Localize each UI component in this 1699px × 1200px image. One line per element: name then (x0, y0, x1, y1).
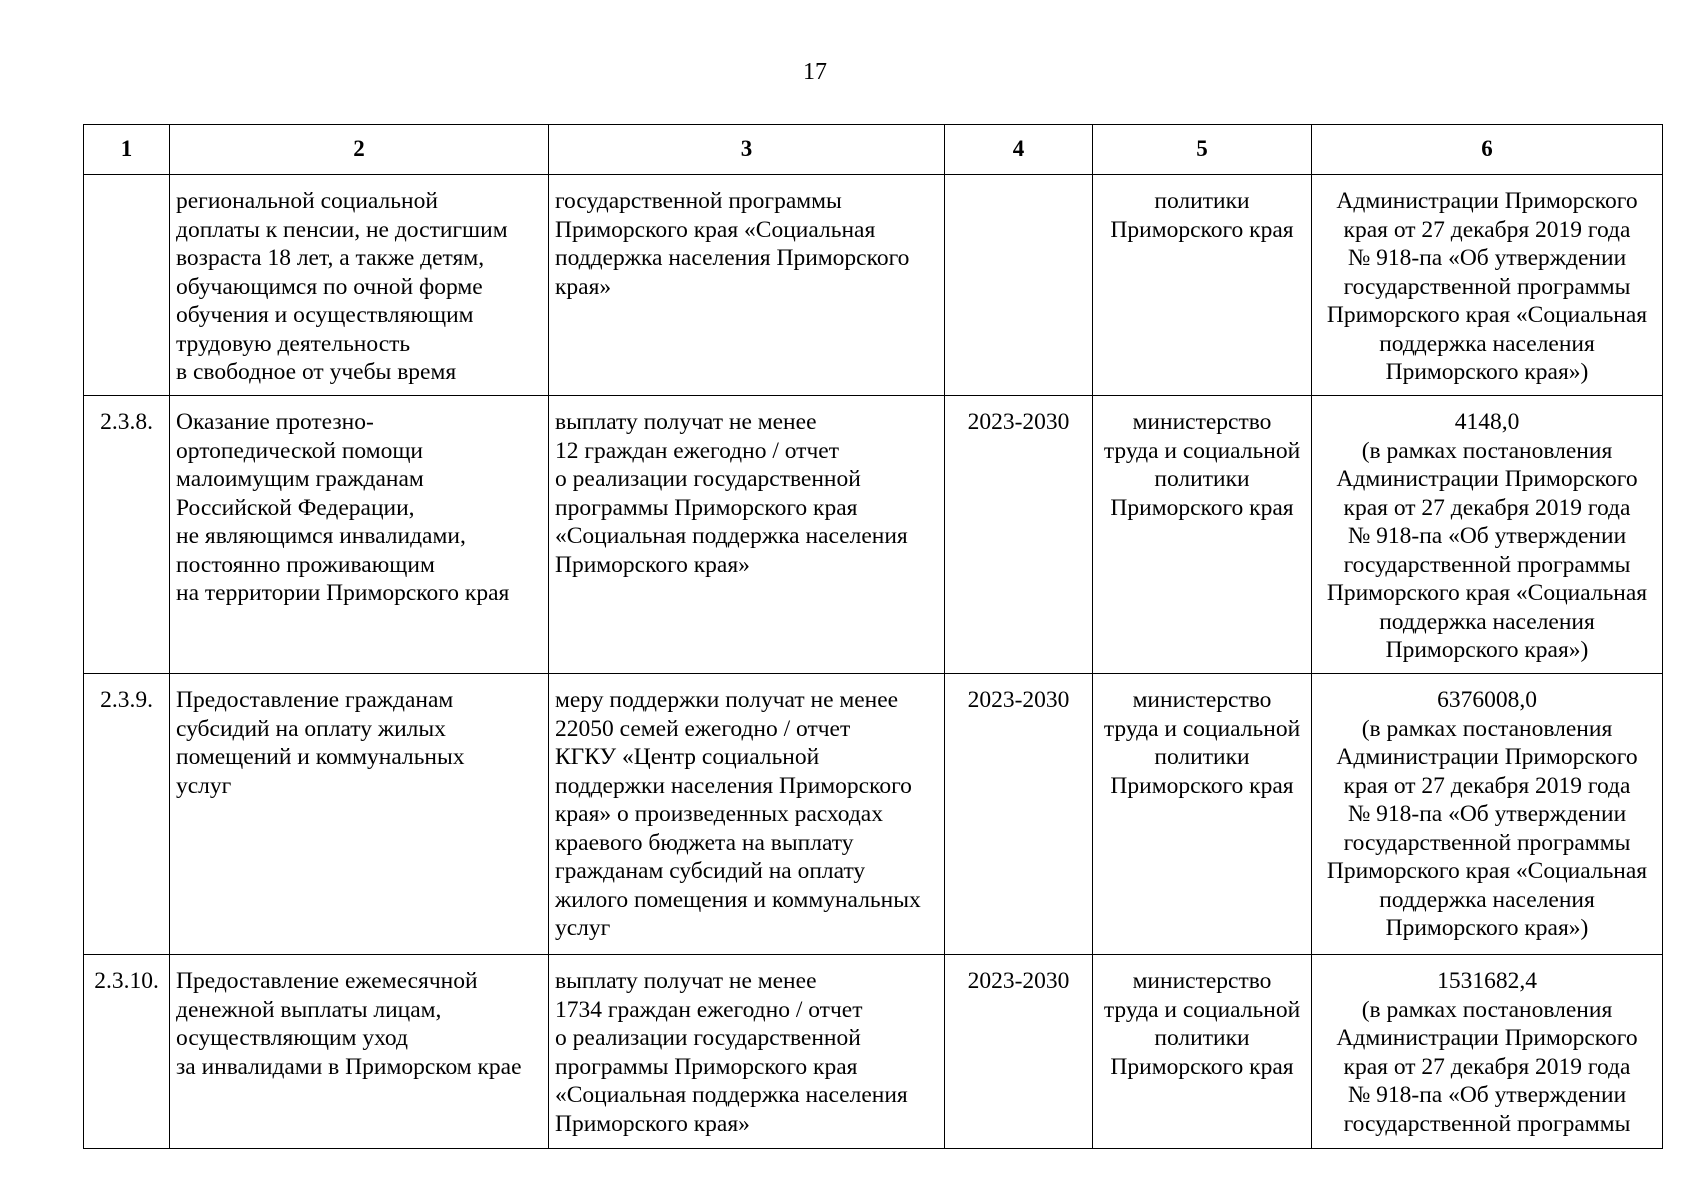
measure-name: Предоставление гражданам субсидий на оплату жилых помещений и коммунальных услуг (170, 674, 549, 955)
header-cell-6: 6 (1312, 125, 1663, 175)
measure-name: Предоставление ежемесячной денежной выплаты лицам, осуществляющим уход за инвалидами в Приморском крае (170, 955, 549, 1149)
header-cell-5: 5 (1093, 125, 1312, 175)
header-cell-2: 2 (170, 125, 549, 175)
measure-period: 2023-2030 (945, 396, 1093, 674)
row-number: 2.3.10. (84, 955, 170, 1149)
measure-period: 2023-2030 (945, 955, 1093, 1149)
header-cell-1: 1 (84, 125, 170, 175)
measure-result: государственной программы Приморского края «Социальная поддержка населения Приморского края» (549, 175, 945, 396)
measure-result: меру поддержки получат не менее 22050 семей ежегодно / отчет КГКУ «Центр социальной поддержки населения Приморского края» о произведенных расходах краевого бюджета на выплату гражданам субсидий на оплату жилого помещения и коммунальных услуг (549, 674, 945, 955)
header-cell-3: 3 (549, 125, 945, 175)
measure-period (945, 175, 1093, 396)
measure-funding: 1531682,4 (в рамках постановления Администрации Приморского края от 27 декабря 2019 года № 918-па «Об утверждении государственной программы (1312, 955, 1663, 1149)
measure-funding: 4148,0 (в рамках постановления Администрации Приморского края от 27 декабря 2019 года № 918-па «Об утверждении государственной программы Приморского края «Социальная поддержка населения Приморского края») (1312, 396, 1663, 674)
measure-funding: Администрации Приморского края от 27 декабря 2019 года № 918-па «Об утверждении государственной программы Приморского края «Социальная поддержка населения Приморского края») (1312, 175, 1663, 396)
page-number: 17 (803, 59, 827, 85)
measure-name: региональной социальной доплаты к пенсии, не достигшим возраста 18 лет, а также детям, обучающимся по очной форме обучения и осуществляющим трудовую деятельность в свободное от учебы время (170, 175, 549, 396)
row-number: 2.3.8. (84, 396, 170, 674)
measure-executor: министерство труда и социальной политики Приморского края (1093, 674, 1312, 955)
measure-result: выплату получат не менее 1734 граждан ежегодно / отчет о реализации государственной программы Приморского края «Социальная поддержка населения Приморского края» (549, 955, 945, 1149)
table-row (84, 674, 1663, 955)
table-row (84, 175, 1663, 396)
header-row (84, 125, 1663, 175)
measure-result: выплату получат не менее 12 граждан ежегодно / отчет о реализации государственной программы Приморского края «Социальная поддержка населения Приморского края» (549, 396, 945, 674)
measures-table (83, 124, 1663, 1149)
measure-name: Оказание протезно- ортопедической помощи малоимущим гражданам Российской Федерации, не являющимся инвалидами, постоянно проживающим на территории Приморского края (170, 396, 549, 674)
measure-executor: министерство труда и социальной политики Приморского края (1093, 396, 1312, 674)
table-row (84, 955, 1663, 1149)
table-row (84, 396, 1663, 674)
measure-executor: министерство труда и социальной политики Приморского края (1093, 955, 1312, 1149)
measure-executor: политики Приморского края (1093, 175, 1312, 396)
row-number (84, 175, 170, 396)
measure-funding: 6376008,0 (в рамках постановления Администрации Приморского края от 27 декабря 2019 года № 918-па «Об утверждении государственной программы Приморского края «Социальная поддержка населения Приморского края») (1312, 674, 1663, 955)
row-number: 2.3.9. (84, 674, 170, 955)
header-cell-4: 4 (945, 125, 1093, 175)
measure-period: 2023-2030 (945, 674, 1093, 955)
